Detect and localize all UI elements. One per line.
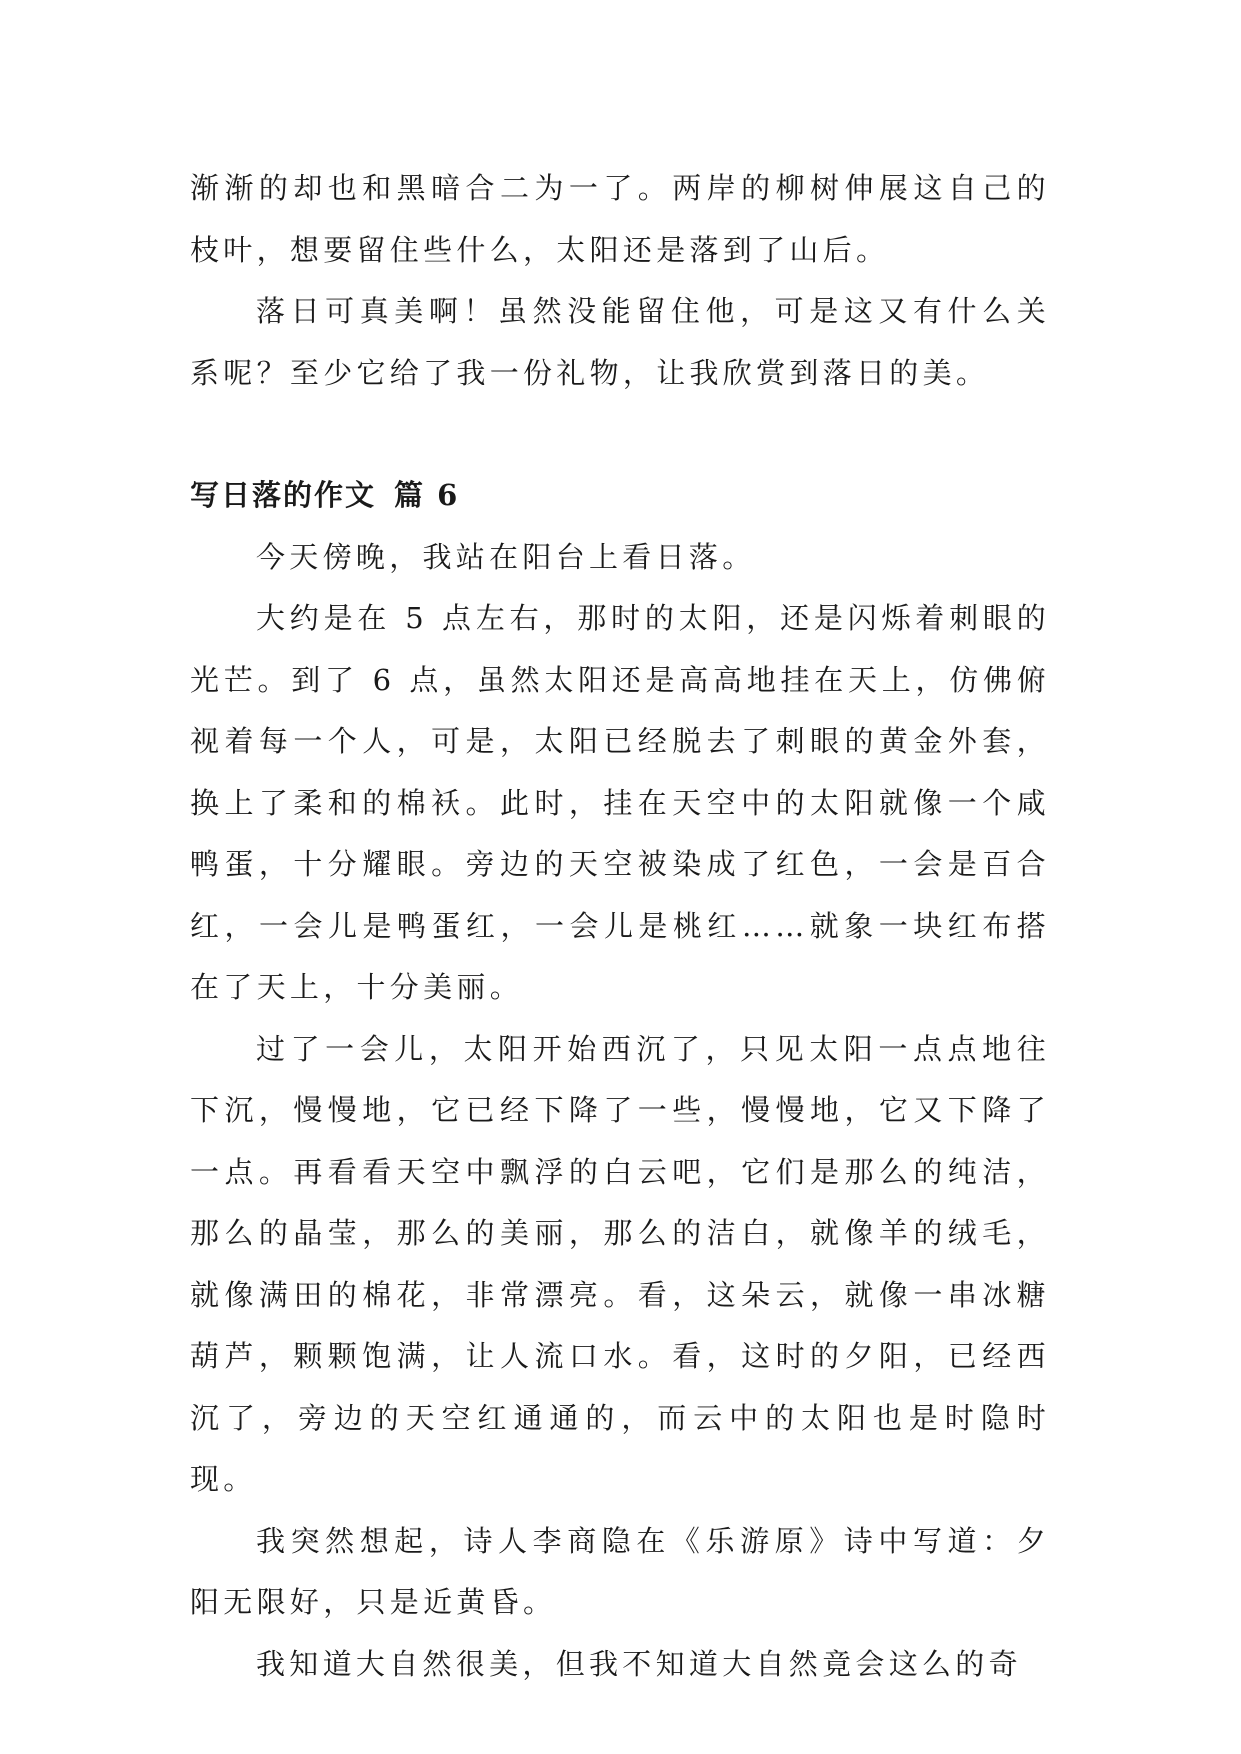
heading-number: 篇 6 [394, 478, 460, 512]
heading-title: 写日落的作文 [190, 478, 377, 512]
paragraph-five-oclock: 大约是在 5 点左右，那时的太阳，还是闪烁着刺眼的光芒。到了 6 点，虽然太阳还是高高地挂在天上，仿佛俯视着每一个人，可是，太阳已经脱去了刺眼的黄金外套，换上了柔和的棉袄。此时，挂在天空中的太阳就像一个咸鸭蛋，十分耀眼。旁边的天空被染成了红色，一会是百合红，一会儿是鸭蛋红，一会儿是桃红……就象一块红布搭在了天上，十分美丽。 [190, 601, 1050, 1004]
paragraph-sun-sinking: 过了一会儿，太阳开始西沉了，只见太阳一点点地往下沉，慢慢地，它已经下降了一些，慢慢地，它又下降了一点。再看看天空中飘浮的白云吧，它们是那么的纯洁，那么的晶莹，那么的美丽，那么的洁白，就像羊的绒毛，就像满田的棉花，非常漂亮。看，这朵云，就像一串冰糖葫芦，颗颗饱满，让人流口水。看，这时的夕阳，已经西沉了，旁边的天空红通通的，而云中的太阳也是时隐时现。 [190, 1031, 1050, 1496]
paragraph-poem: 我突然想起，诗人李商隐在《乐游原》诗中写道：夕阳无限好，只是近黄昏。 [190, 1523, 1050, 1619]
paragraph-continued: 渐渐的却也和黑暗合二为一了。两岸的柳树伸展这自己的枝叶，想要留住些什么，太阳还是落到了山后。 [190, 171, 1050, 267]
section-heading [190, 465, 1050, 527]
paragraph-sunset-beauty: 落日可真美啊！虽然没能留住他，可是这又有什么关系呢？至少它给了我一份礼物，让我欣赏到落日的美。 [190, 294, 1050, 390]
document-page [190, 158, 1050, 1695]
paragraph-nature: 我知道大自然很美，但我不知道大自然竟会这么的奇 [256, 1646, 1022, 1681]
paragraph-intro: 今天傍晚，我站在阳台上看日落。 [256, 539, 756, 574]
